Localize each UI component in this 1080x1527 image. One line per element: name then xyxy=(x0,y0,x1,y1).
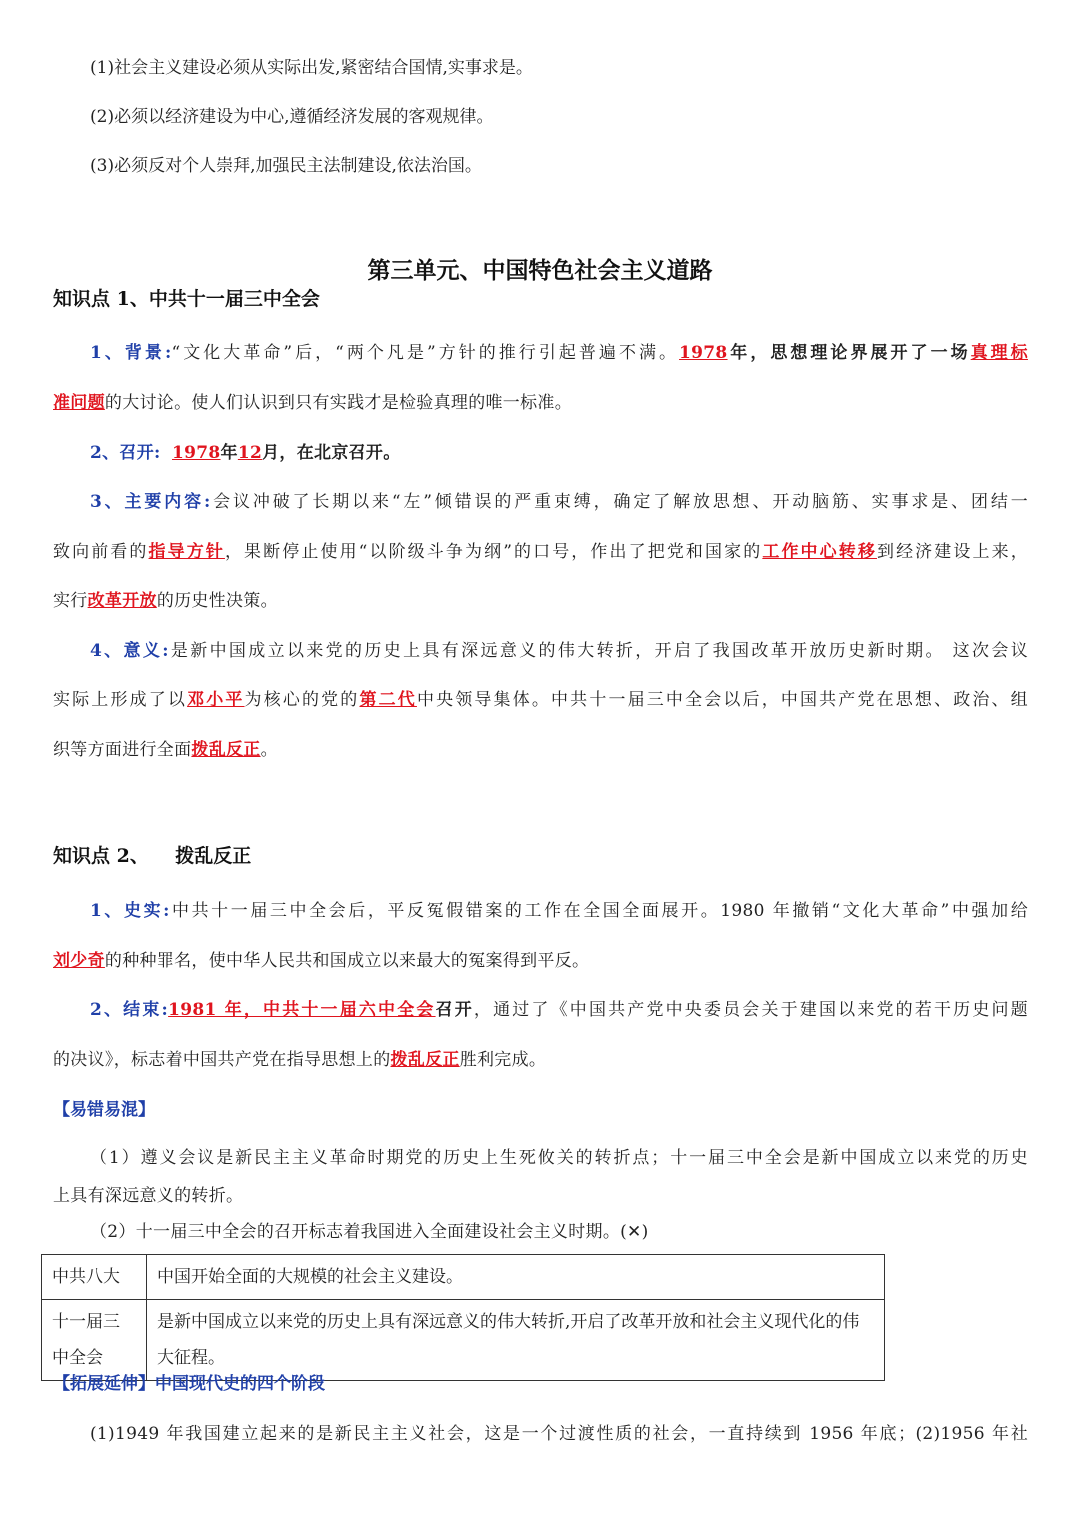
table-cell-value: 中国开始全面的大规模的社会主义建设。 xyxy=(147,1255,885,1300)
extend-tag: 【拓展延伸】中国现代史的四个阶段 xyxy=(53,1374,325,1394)
kp1-convened-line: 2、召开: 1978年12月，在北京召开。 xyxy=(90,443,401,463)
unit-title: 第三单元、中国特色社会主义道路 xyxy=(367,257,713,284)
kp1-content-line-3: 实行改革开放的历史性决策。 xyxy=(53,591,278,611)
intro-line-3: (3)必须反对个人崇拜,加强民主法制建设,依法治国。 xyxy=(90,156,482,176)
confusion-line-3: （2）十一届三中全会的召开标志着我国进入全面建设社会主义时期。(✕) xyxy=(90,1222,649,1242)
content-label: 3、主要内容: xyxy=(90,492,211,512)
intro-line-2: (2)必须以经济建设为中心,遵循经济发展的客观规律。 xyxy=(90,107,494,127)
confusion-line-1: （1）遵义会议是新民主主义革命时期党的历史上生死攸关的转折点；十一届三中全会是新中国成立以来党的历史 xyxy=(90,1148,1028,1168)
kp1-content-line-1: 3、主要内容:会议冲破了长期以来“左”倾错误的严重束缚，确定了解放思想、开动脑筋、实事求是、团结一 xyxy=(90,492,1028,512)
meaning-label: 4、意义: xyxy=(90,641,169,661)
kp1-meaning-line-3: 织等方面进行全面拨乱反正。 xyxy=(53,740,278,760)
kp1-title: 知识点 1、中共十一届三中全会 xyxy=(53,288,320,310)
kp2-title: 知识点 2、 拨乱反正 xyxy=(53,845,252,867)
convened-label: 2、召开: xyxy=(90,443,161,463)
comparison-table xyxy=(41,1254,885,1381)
background-label: 1、背景: xyxy=(90,343,172,363)
fact-label: 1、史实: xyxy=(90,901,170,921)
kp2-end-line-1: 2、结束:1981 年，中共十一届六中全会召开，通过了《中国共产党中央委员会关于建国以来党的若干历史问题 xyxy=(90,1000,1028,1020)
kp1-background-line-1: 1、背景:“文化大革命”后，“两个凡是”方针的推行引起普遍不满。1978年，思想理论界展开了一场真理标 xyxy=(90,343,1028,363)
kp2-fact-line-2: 刘少奇的种种罪名，使中华人民共和国成立以来最大的冤案得到平反。 xyxy=(53,951,590,971)
kp1-meaning-line-2: 实际上形成了以邓小平为核心的党的第二代中央领导集体。中共十一届三中全会以后，中国共产党在思想、政治、组 xyxy=(53,690,1028,710)
end-label: 2、结束: xyxy=(90,1000,169,1020)
kp1-meaning-line-1: 4、意义:是新中国成立以来党的历史上具有深远意义的伟大转折，开启了我国改革开放历史新时期。 这次会议 xyxy=(90,641,1028,661)
extend-line-1: (1)1949 年我国建立起来的是新民主主义社会，这是一个过渡性质的社会，一直持续到 1956 年底；(2)1956 年社 xyxy=(90,1424,1028,1444)
kp1-content-line-2: 致向前看的指导方针，果断停止使用“以阶级斗争为纲”的口号，作出了把党和国家的工作中心转移到经济建设上来， xyxy=(53,542,1028,562)
kp2-end-line-2: 的决议》，标志着中国共产党在指导思想上的拨乱反正胜利完成。 xyxy=(53,1050,547,1070)
table-cell-key: 中共八大 xyxy=(42,1255,147,1300)
confusion-line-2: 上具有深远意义的转折。 xyxy=(53,1186,244,1206)
kp1-background-line-2: 准问题的大讨论。使人们认识到只有实践才是检验真理的唯一标准。 xyxy=(53,393,573,413)
confusion-tag: 【易错易混】 xyxy=(53,1100,155,1120)
table-cell-key: 十一届三中全会 xyxy=(42,1300,147,1381)
kp2-fact-line-1: 1、史实:中共十一届三中全会后，平反冤假错案的工作在全国全面展开。1980 年撤销“文化大革命”中强加给 xyxy=(90,901,1028,921)
intro-line-1: (1)社会主义建设必须从实际出发,紧密结合国情,实事求是。 xyxy=(90,58,533,78)
table-cell-value: 是新中国成立以来党的历史上具有深远意义的伟大转折,开启了改革开放和社会主义现代化的伟大征程。 xyxy=(147,1300,885,1381)
table-row xyxy=(42,1255,885,1300)
